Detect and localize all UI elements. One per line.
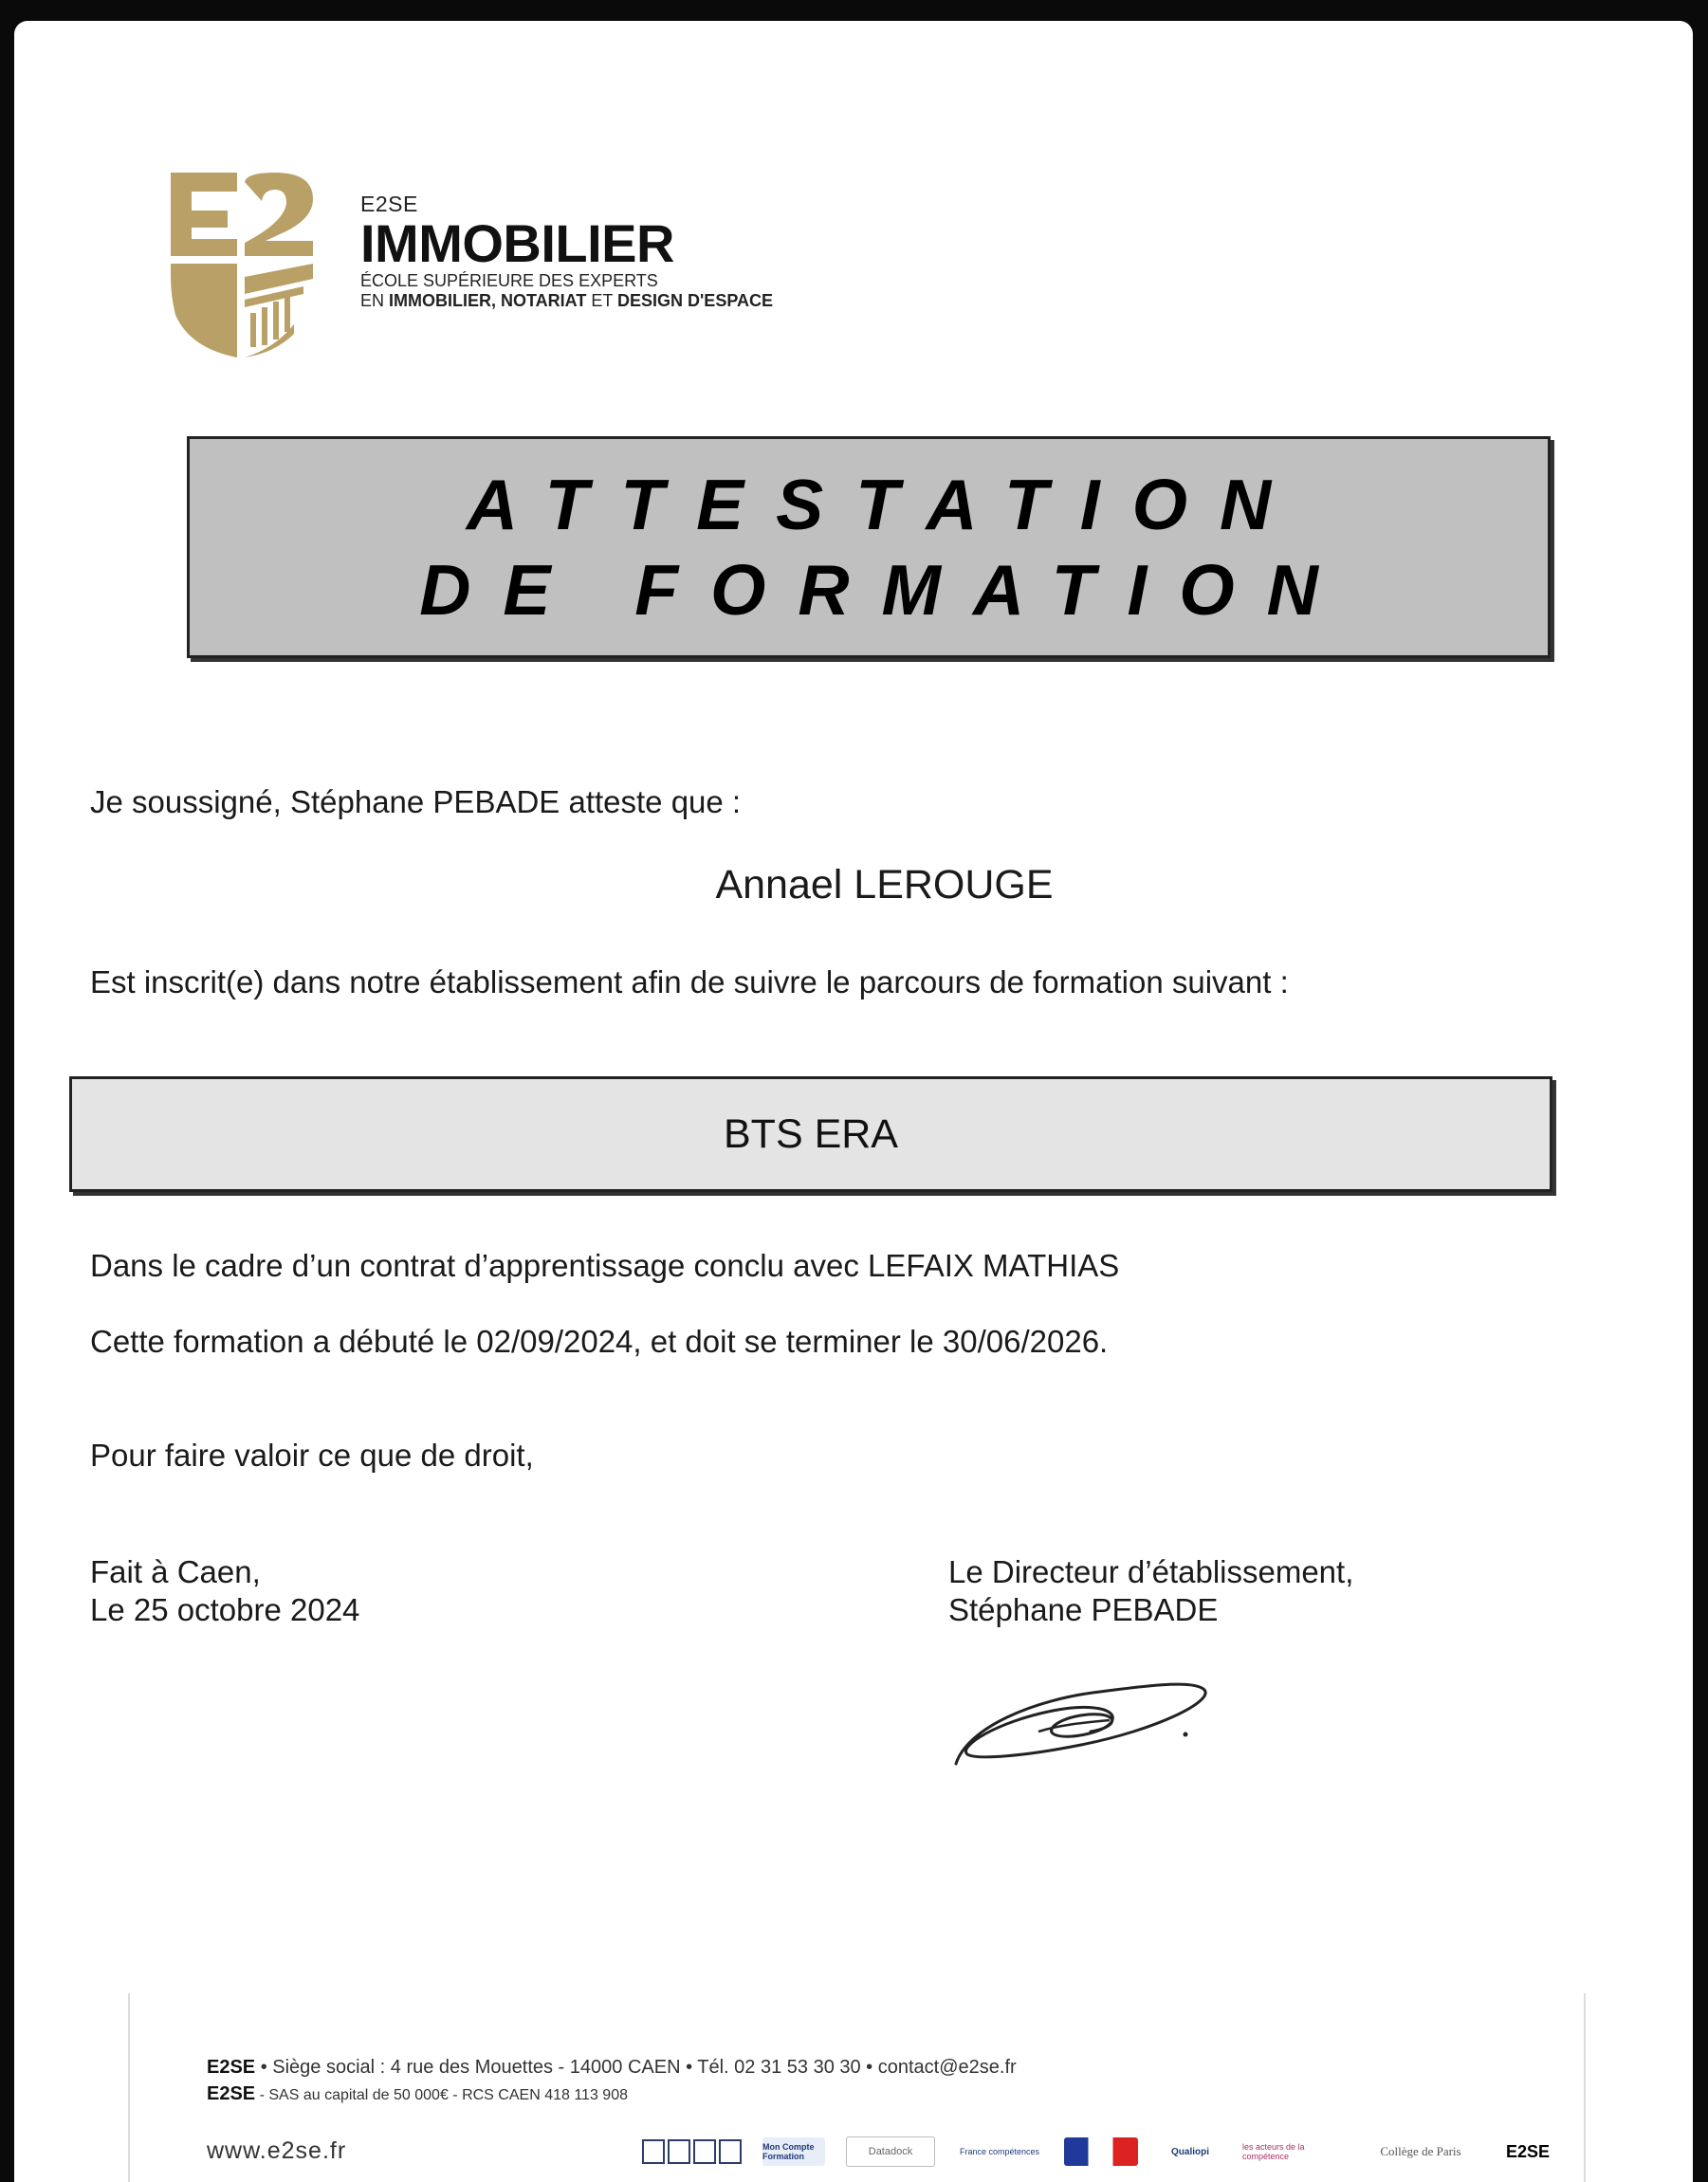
enrollment-text: Est inscrit(e) dans notre établissement afin de suivre le parcours de formation suivant : bbox=[90, 964, 1289, 999]
footer-address: E2SE • Siège social : 4 rue des Mouettes - 14000 CAEN • Tél. 02 31 53 30 30 • contact@e2se.fr bbox=[207, 2057, 1017, 2078]
republique-francaise-logo bbox=[1064, 2137, 1138, 2166]
datadock-logo: Datadock bbox=[846, 2136, 935, 2167]
brand-title: IMMOBILIER bbox=[360, 213, 674, 273]
france-competences-logo: France compétences bbox=[959, 2147, 1040, 2156]
sign-date: Le 25 octobre 2024 bbox=[90, 1592, 360, 1627]
student-name: Annael LEROUGE bbox=[715, 862, 1054, 908]
partner-logos-row bbox=[642, 2128, 1552, 2175]
title-line-1: ATTESTATION bbox=[466, 465, 1304, 544]
e2se-logo-icon bbox=[171, 173, 341, 358]
director-name: Stéphane PEBADE bbox=[948, 1592, 1219, 1627]
intro-text: Je soussigné, Stéphane PEBADE atteste que : bbox=[90, 784, 742, 819]
formation-box bbox=[69, 1076, 1552, 1192]
acteurs-competence-logo: les acteurs de la compétence bbox=[1242, 2142, 1305, 2161]
school-wordmark bbox=[360, 192, 773, 311]
tagline-line-1: ÉCOLE SUPÉRIEURE DES EXPERTS bbox=[360, 271, 658, 290]
footer-website[interactable]: www.e2se.fr bbox=[207, 2137, 347, 2164]
college-de-paris-logo: Collège de Paris bbox=[1380, 2144, 1461, 2158]
document-page bbox=[14, 21, 1693, 2182]
director-signature bbox=[948, 1642, 1223, 1775]
formation-name: BTS ERA bbox=[724, 1110, 898, 1157]
tagline-line-2: EN IMMOBILIER, NOTARIAT ET DESIGN D'ESPACE bbox=[360, 291, 773, 310]
contract-text: Dans le cadre d’un contrat d’apprentissage conclu avec LEFAIX MATHIAS bbox=[90, 1248, 1120, 1283]
director-role: Le Directeur d’établissement, bbox=[948, 1554, 1354, 1589]
title-box bbox=[187, 436, 1551, 658]
footer-right-rule bbox=[1584, 1993, 1586, 2182]
mon-compte-formation-logo: Mon Compte Formation bbox=[762, 2137, 825, 2166]
closing-text: Pour faire valoir ce que de droit, bbox=[90, 1438, 534, 1473]
accessibility-icons bbox=[642, 2139, 742, 2164]
sign-place: Fait à Caen, bbox=[90, 1554, 261, 1589]
e2se-footer-logo: E2SE bbox=[1505, 2141, 1551, 2161]
title-line-2: DE FORMATION bbox=[419, 550, 1350, 630]
footer-left-rule bbox=[128, 1993, 130, 2182]
footer-legal: E2SE - SAS au capital de 50 000€ - RCS CAEN 418 113 908 bbox=[207, 2083, 628, 2104]
qualiopi-logo: Qualiopi bbox=[1171, 2146, 1209, 2157]
brand-small: E2SE bbox=[360, 192, 418, 216]
dates-text: Cette formation a débuté le 02/09/2024, et doit se terminer le 30/06/2026. bbox=[90, 1324, 1109, 1359]
